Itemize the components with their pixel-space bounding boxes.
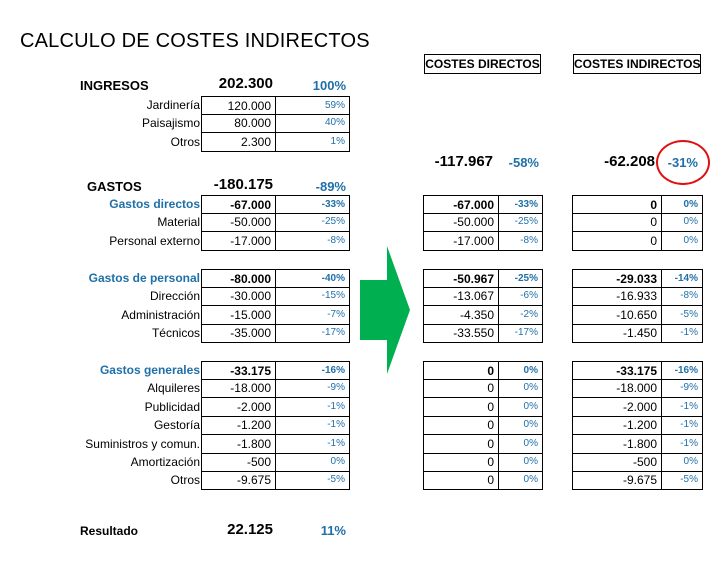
resultado-pct: 11% <box>320 523 346 538</box>
row-label: Gestoría <box>153 418 200 433</box>
row-d-value: -50.000 <box>423 213 498 232</box>
group-i-pct: -16% <box>661 361 703 380</box>
row-i-value: -1.800 <box>572 435 661 454</box>
row-label: Técnicos <box>151 326 200 341</box>
row-g-value: -500 <box>201 453 275 472</box>
row-d-pct: 0% <box>498 416 543 435</box>
group-g-value: -33.175 <box>201 361 275 380</box>
row-label: Paisajismo <box>141 116 200 131</box>
group-g-value: -80.000 <box>201 269 275 288</box>
row-g-pct: -25% <box>275 213 350 232</box>
row-pct: 1% <box>275 133 350 152</box>
group-i-value: -33.175 <box>572 361 661 380</box>
row-g-value: -17.000 <box>201 232 275 251</box>
group-g-value: -67.000 <box>201 195 275 214</box>
row-d-value: -33.550 <box>423 324 498 343</box>
group-g-pct: -33% <box>275 195 350 214</box>
row-g-pct: -1% <box>275 416 350 435</box>
row-i-value: -1.450 <box>572 324 661 343</box>
row-g-pct: -1% <box>275 435 350 454</box>
ingresos-label: INGRESOS <box>80 78 149 93</box>
row-i-pct: -1% <box>661 416 703 435</box>
row-value: 120.000 <box>201 96 275 115</box>
row-label: Alquileres <box>147 381 200 396</box>
group-i-pct: 0% <box>661 195 703 214</box>
group-d-pct: -25% <box>498 269 543 288</box>
gastos-pct: -89% <box>315 179 346 194</box>
row-label: Otros <box>170 134 200 149</box>
row-d-value: -17.000 <box>423 232 498 251</box>
row-i-pct: -8% <box>661 287 703 306</box>
row-g-pct: -15% <box>275 287 350 306</box>
group-g-pct: -40% <box>275 269 350 288</box>
group-i-value: 0 <box>572 195 661 214</box>
row-i-value: -2.000 <box>572 398 661 417</box>
total-indirectos-value: -62.208 <box>604 153 655 170</box>
row-g-value: -2.000 <box>201 398 275 417</box>
row-d-value: -4.350 <box>423 306 498 325</box>
row-label: Amortización <box>130 455 200 469</box>
row-g-value: -30.000 <box>201 287 275 306</box>
highlight-circle <box>656 140 710 185</box>
row-d-pct: -17% <box>498 324 543 343</box>
ingresos-total: 202.300 <box>218 75 273 92</box>
group-d-value: -50.967 <box>423 269 498 288</box>
row-d-value: 0 <box>423 435 498 454</box>
group-d-pct: -33% <box>498 195 543 214</box>
row-g-value: -35.000 <box>201 324 275 343</box>
row-d-pct: -25% <box>498 213 543 232</box>
row-i-pct: 0% <box>661 453 703 472</box>
group-d-value: -67.000 <box>423 195 498 214</box>
row-d-pct: 0% <box>498 453 543 472</box>
total-directos-value: -117.967 <box>434 153 493 170</box>
row-g-value: -9.675 <box>201 471 275 490</box>
row-g-value: -1.800 <box>201 435 275 454</box>
total-indirectos-pct: -31% <box>667 155 698 170</box>
row-d-pct: 0% <box>498 379 543 398</box>
resultado-label: Resultado <box>80 524 139 538</box>
group-label: Gastos generales <box>99 363 200 377</box>
row-d-value: 0 <box>423 471 498 490</box>
page-title: CALCULO DE COSTES INDIRECTOS <box>20 30 370 52</box>
row-i-value: -10.650 <box>572 306 661 325</box>
row-d-pct: 0% <box>498 398 543 417</box>
row-g-value: -50.000 <box>201 213 275 232</box>
ingresos-pct: 100% <box>312 78 346 93</box>
row-d-value: -13.067 <box>423 287 498 306</box>
row-d-value: 0 <box>423 398 498 417</box>
row-label: Material <box>157 215 200 230</box>
total-directos-pct: -58% <box>508 155 539 170</box>
row-label: Personal externo <box>109 233 200 248</box>
row-i-value: 0 <box>572 213 661 232</box>
gastos-total: -180.175 <box>213 176 273 193</box>
row-d-pct: -8% <box>498 232 543 251</box>
row-i-pct: 0% <box>661 213 703 232</box>
row-i-value: -16.933 <box>572 287 661 306</box>
row-i-pct: -1% <box>661 398 703 417</box>
resultado-value: 22.125 <box>227 521 273 538</box>
group-g-pct: -16% <box>275 361 350 380</box>
row-label: Dirección <box>149 289 200 304</box>
group-label: Gastos de personal <box>88 271 200 285</box>
group-i-pct: -14% <box>661 269 703 288</box>
row-g-pct: -5% <box>275 471 350 490</box>
row-g-pct: -7% <box>275 306 350 325</box>
row-i-value: -1.200 <box>572 416 661 435</box>
group-d-value: 0 <box>423 361 498 380</box>
row-i-pct: -5% <box>661 471 703 490</box>
row-label: Suministros y comun. <box>85 436 200 451</box>
row-pct: 40% <box>275 114 350 133</box>
row-g-pct: -17% <box>275 324 350 343</box>
row-g-pct: -8% <box>275 232 350 251</box>
row-label: Jardinería <box>146 98 200 112</box>
row-g-value: -15.000 <box>201 306 275 325</box>
row-value: 2.300 <box>201 133 275 152</box>
row-i-pct: -1% <box>661 435 703 454</box>
row-g-pct: -1% <box>275 398 350 417</box>
row-g-pct: 0% <box>275 453 350 472</box>
group-d-pct: 0% <box>498 361 543 380</box>
row-i-pct: -9% <box>661 379 703 398</box>
row-pct: 59% <box>275 96 350 115</box>
gastos-label: GASTOS <box>87 179 142 194</box>
row-label: Publicidad <box>144 399 200 414</box>
row-g-pct: -9% <box>275 379 350 398</box>
row-i-value: -9.675 <box>572 471 661 490</box>
row-d-value: 0 <box>423 453 498 472</box>
header-costes-directos: COSTES DIRECTOS <box>424 54 541 74</box>
row-i-pct: -5% <box>661 306 703 325</box>
arrow-right-icon <box>360 244 412 376</box>
row-label: Otros <box>170 473 200 488</box>
row-d-pct: -6% <box>498 287 543 306</box>
header-costes-indirectos: COSTES INDIRECTOS <box>573 54 701 74</box>
row-d-pct: 0% <box>498 471 543 490</box>
row-i-pct: -1% <box>661 324 703 343</box>
row-i-pct: 0% <box>661 232 703 251</box>
row-i-value: 0 <box>572 232 661 251</box>
row-d-pct: 0% <box>498 435 543 454</box>
row-value: 80.000 <box>201 114 275 133</box>
row-d-value: 0 <box>423 416 498 435</box>
row-g-value: -1.200 <box>201 416 275 435</box>
row-label: Administración <box>121 307 200 322</box>
row-i-value: -500 <box>572 453 661 472</box>
group-i-value: -29.033 <box>572 269 661 288</box>
group-label: Gastos directos <box>109 197 200 211</box>
row-d-pct: -2% <box>498 306 543 325</box>
row-g-value: -18.000 <box>201 379 275 398</box>
row-i-value: -18.000 <box>572 379 661 398</box>
row-d-value: 0 <box>423 379 498 398</box>
